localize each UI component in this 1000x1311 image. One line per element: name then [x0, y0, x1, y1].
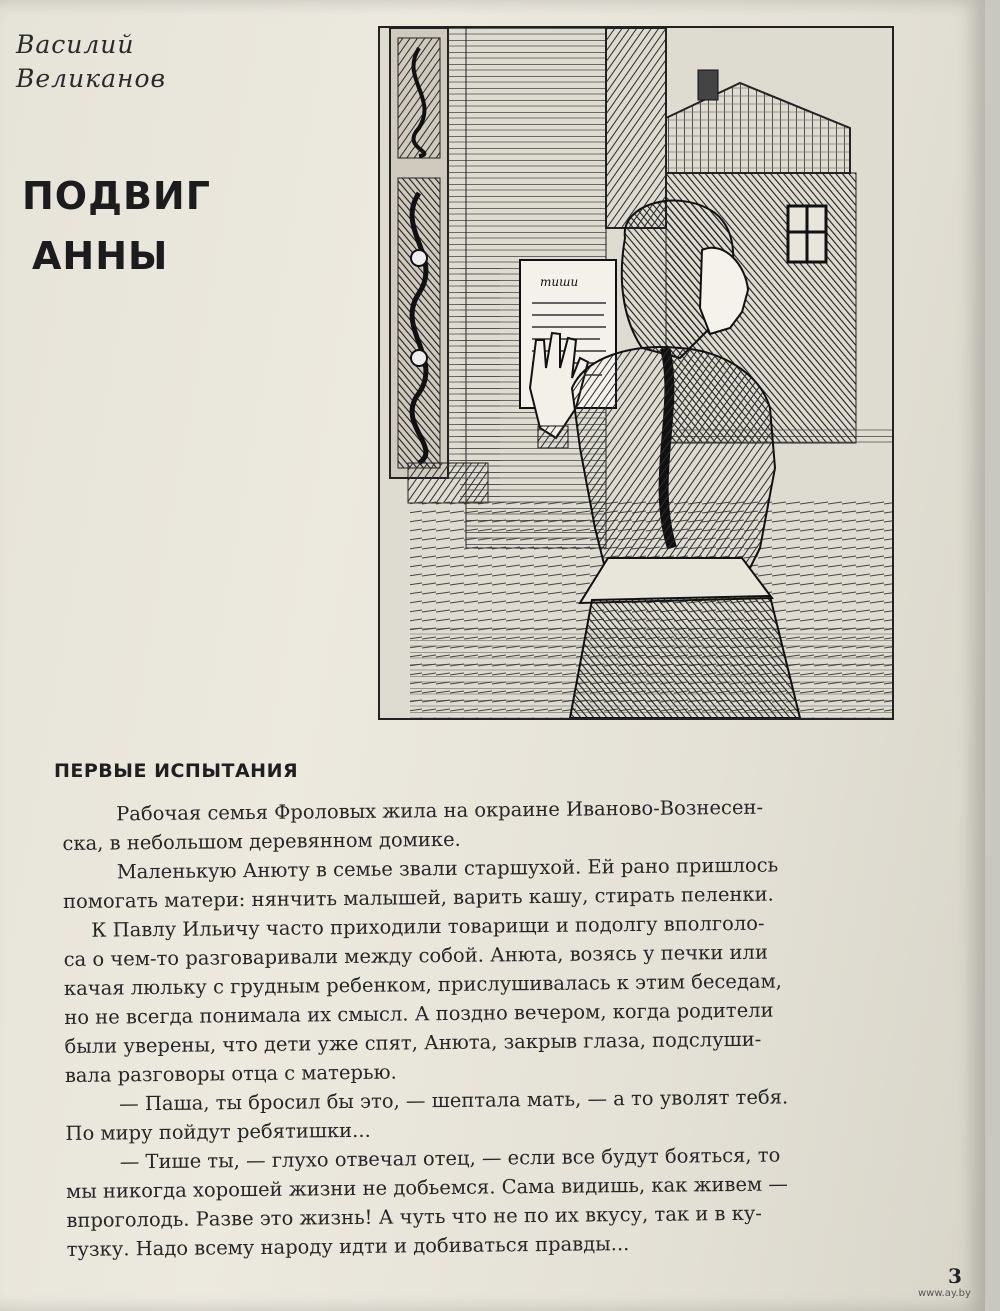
text-line: мы никогда хорошей жизни не добьемся. Сама видишь, как живем —	[65, 1172, 788, 1203]
text-line: помогать матери: нянчить малышей, варить кашу, стирать пеленки.	[62, 882, 774, 913]
text-line: ска, в небольшом деревянном домике.	[62, 827, 461, 855]
author-first-name: Василий	[16, 30, 135, 59]
text-line: вала разговоры отца с матерью.	[64, 1060, 397, 1087]
section-heading: ПЕРВЫЕ ИСПЫТАНИЯ	[54, 760, 299, 782]
text-line: К Павлу Ильичу часто приходили товарищи и подолгу вполголо-	[91, 911, 765, 942]
text-line: са о чем-то разговаривали между собой. Анюта, возясь у печки или	[63, 940, 769, 971]
author-last-name: Великанов	[16, 64, 167, 93]
page-number: 3	[948, 1264, 962, 1288]
author-name	[16, 28, 166, 96]
text-line: — Паша, ты бросил бы это, — шептала мать, — а то уволят тебя.	[119, 1085, 789, 1116]
illustration-drawing	[380, 28, 892, 718]
text-line: По миру пойдут ребятишки...	[65, 1118, 371, 1145]
text-line: — Тише ты, — глухо отвечал отец, — если все будут бояться, то	[119, 1143, 781, 1174]
watermark: www.ay.by	[918, 1288, 971, 1299]
story-title	[22, 166, 211, 286]
text-line: Маленькую Анюту в семье звали старшухой. Ей рано пришлось	[116, 853, 779, 884]
illustration	[378, 26, 894, 720]
title-line-2: АННЫ	[32, 234, 169, 278]
body-text	[62, 791, 967, 1264]
title-line-1: ПОДВИГ	[22, 174, 211, 218]
text-line: Рабочая семья Фроловых жила на окраине Иваново-Вознесен-	[116, 795, 764, 826]
text-line: но не всегда понимала их смысл. А поздно вечером, когда родители	[64, 998, 774, 1029]
text-line: тузку. Надо всему народу идти и добиваться правды...	[66, 1232, 630, 1261]
text-line: впроголодь. Разве это жизнь! А чуть что не по их вкусу, так и в ку-	[66, 1201, 763, 1232]
text-line: были уверены, что дети уже спят, Анюта, закрыв глаза, подслуши-	[64, 1027, 762, 1058]
text-line: качая люльку с грудным ребенком, прислушивалась к этим беседам,	[63, 969, 783, 1000]
notice-heading: тиши	[540, 275, 579, 289]
